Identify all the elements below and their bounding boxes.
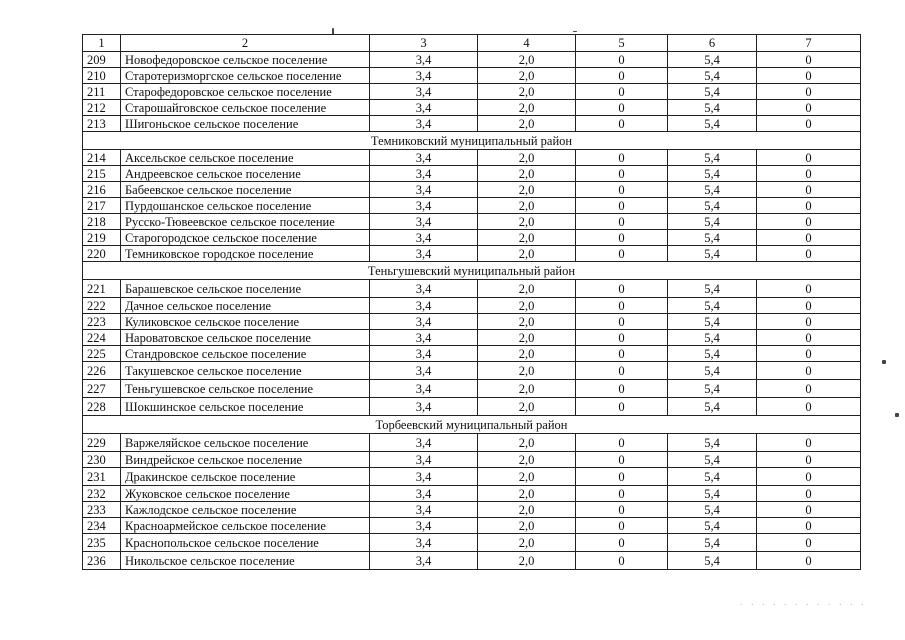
row-number: 233 [83, 502, 121, 518]
settlement-name: Новофедоровское сельское поселение [121, 52, 370, 68]
value-col4: 2,0 [478, 68, 576, 84]
settlement-name: Дракинское сельское поселение [121, 468, 370, 486]
row-number: 225 [83, 346, 121, 362]
table-row [83, 552, 861, 570]
row-number: 232 [83, 486, 121, 502]
table-row [83, 298, 861, 314]
value-col6: 5,4 [668, 468, 757, 486]
value-col3: 3,4 [370, 150, 478, 166]
value-col3: 3,4 [370, 68, 478, 84]
value-col6: 5,4 [668, 182, 757, 198]
value-col5: 0 [576, 362, 668, 380]
row-number: 221 [83, 280, 121, 298]
value-col7: 0 [757, 150, 861, 166]
value-col4: 2,0 [478, 150, 576, 166]
value-col5: 0 [576, 330, 668, 346]
settlement-name: Старотеризморгское сельское поселение [121, 68, 370, 84]
value-col5: 0 [576, 182, 668, 198]
column-header: 1 [83, 35, 121, 52]
settlement-name: Никольское сельское поселение [121, 552, 370, 570]
value-col3: 3,4 [370, 166, 478, 182]
value-col4: 2,0 [478, 330, 576, 346]
row-number: 213 [83, 116, 121, 132]
value-col3: 3,4 [370, 330, 478, 346]
row-number: 228 [83, 398, 121, 416]
value-col7: 0 [757, 100, 861, 116]
value-col6: 5,4 [668, 214, 757, 230]
value-col4: 2,0 [478, 434, 576, 452]
table-body [83, 35, 861, 570]
value-col7: 0 [757, 398, 861, 416]
value-col3: 3,4 [370, 398, 478, 416]
row-number: 210 [83, 68, 121, 84]
value-col5: 0 [576, 84, 668, 100]
value-col5: 0 [576, 398, 668, 416]
value-col7: 0 [757, 214, 861, 230]
value-col4: 2,0 [478, 552, 576, 570]
value-col5: 0 [576, 116, 668, 132]
settlement-name: Андреевское сельское поселение [121, 166, 370, 182]
settlement-name: Варжеляйское сельское поселение [121, 434, 370, 452]
settlement-name: Куликовское сельское поселение [121, 314, 370, 330]
value-col4: 2,0 [478, 116, 576, 132]
value-col3: 3,4 [370, 246, 478, 262]
scan-mark [573, 31, 577, 32]
settlement-name: Кажлодское сельское поселение [121, 502, 370, 518]
value-col7: 0 [757, 434, 861, 452]
value-col6: 5,4 [668, 298, 757, 314]
value-col4: 2,0 [478, 182, 576, 198]
table-row [83, 434, 861, 452]
row-number: 223 [83, 314, 121, 330]
column-header: 4 [478, 35, 576, 52]
value-col7: 0 [757, 116, 861, 132]
value-col3: 3,4 [370, 100, 478, 116]
value-col6: 5,4 [668, 380, 757, 398]
table-row [83, 518, 861, 534]
settlement-name: Дачное сельское поселение [121, 298, 370, 314]
value-col5: 0 [576, 452, 668, 468]
value-col5: 0 [576, 230, 668, 246]
district-title: Теньгушевский муниципальный район [83, 262, 861, 280]
table-row [83, 314, 861, 330]
value-col6: 5,4 [668, 68, 757, 84]
value-col3: 3,4 [370, 52, 478, 68]
row-number: 226 [83, 362, 121, 380]
row-number: 236 [83, 552, 121, 570]
table-row [83, 398, 861, 416]
row-number: 218 [83, 214, 121, 230]
scan-dots: . . . . . . . . . . . . [740, 597, 867, 608]
value-col4: 2,0 [478, 452, 576, 468]
settlement-name: Виндрейское сельское поселение [121, 452, 370, 468]
settlement-name: Нароватовское сельское поселение [121, 330, 370, 346]
value-col6: 5,4 [668, 100, 757, 116]
table-row [83, 52, 861, 68]
value-col3: 3,4 [370, 280, 478, 298]
settlement-name: Бабеевское сельское поселение [121, 182, 370, 198]
value-col5: 0 [576, 298, 668, 314]
value-col4: 2,0 [478, 468, 576, 486]
value-col7: 0 [757, 380, 861, 398]
value-col6: 5,4 [668, 518, 757, 534]
value-col7: 0 [757, 314, 861, 330]
value-col3: 3,4 [370, 214, 478, 230]
column-header: 2 [121, 35, 370, 52]
value-col6: 5,4 [668, 230, 757, 246]
settlement-name: Темниковское городское поселение [121, 246, 370, 262]
value-col7: 0 [757, 280, 861, 298]
value-col3: 3,4 [370, 380, 478, 398]
table-row [83, 198, 861, 214]
value-col3: 3,4 [370, 198, 478, 214]
value-col4: 2,0 [478, 502, 576, 518]
settlement-name: Стандровское сельское поселение [121, 346, 370, 362]
value-col4: 2,0 [478, 100, 576, 116]
row-number: 234 [83, 518, 121, 534]
row-number: 215 [83, 166, 121, 182]
value-col4: 2,0 [478, 314, 576, 330]
value-col3: 3,4 [370, 434, 478, 452]
value-col3: 3,4 [370, 298, 478, 314]
value-col5: 0 [576, 486, 668, 502]
row-number: 222 [83, 298, 121, 314]
district-section-row [83, 262, 861, 280]
scan-mark [895, 413, 899, 417]
value-col7: 0 [757, 330, 861, 346]
table-row [83, 330, 861, 346]
settlement-name: Старофедоровское сельское поселение [121, 84, 370, 100]
value-col7: 0 [757, 166, 861, 182]
row-number: 227 [83, 380, 121, 398]
settlement-name: Старогородское сельское поселение [121, 230, 370, 246]
value-col6: 5,4 [668, 534, 757, 552]
table-row [83, 502, 861, 518]
table-row [83, 84, 861, 100]
value-col7: 0 [757, 502, 861, 518]
value-col3: 3,4 [370, 314, 478, 330]
table-row [83, 150, 861, 166]
row-number: 220 [83, 246, 121, 262]
value-col6: 5,4 [668, 116, 757, 132]
row-number: 219 [83, 230, 121, 246]
value-col4: 2,0 [478, 362, 576, 380]
value-col4: 2,0 [478, 166, 576, 182]
table-row [83, 230, 861, 246]
value-col5: 0 [576, 214, 668, 230]
value-col3: 3,4 [370, 518, 478, 534]
value-col5: 0 [576, 246, 668, 262]
value-col6: 5,4 [668, 150, 757, 166]
value-col4: 2,0 [478, 398, 576, 416]
row-number: 231 [83, 468, 121, 486]
row-number: 229 [83, 434, 121, 452]
value-col4: 2,0 [478, 486, 576, 502]
table-row [83, 362, 861, 380]
settlement-name: Шокшинское сельское поселение [121, 398, 370, 416]
column-number-row [83, 35, 861, 52]
row-number: 216 [83, 182, 121, 198]
value-col5: 0 [576, 552, 668, 570]
table-row [83, 246, 861, 262]
value-col5: 0 [576, 314, 668, 330]
table-row [83, 380, 861, 398]
value-col3: 3,4 [370, 452, 478, 468]
value-col5: 0 [576, 52, 668, 68]
value-col7: 0 [757, 52, 861, 68]
value-col4: 2,0 [478, 280, 576, 298]
table-row [83, 280, 861, 298]
value-col4: 2,0 [478, 214, 576, 230]
table-row [83, 452, 861, 468]
value-col7: 0 [757, 68, 861, 84]
value-col6: 5,4 [668, 314, 757, 330]
value-col3: 3,4 [370, 346, 478, 362]
value-col7: 0 [757, 362, 861, 380]
district-section-row [83, 132, 861, 150]
table-row [83, 68, 861, 84]
settlement-name: Аксельское сельское поселение [121, 150, 370, 166]
value-col3: 3,4 [370, 230, 478, 246]
scan-mark [882, 360, 886, 364]
row-number: 230 [83, 452, 121, 468]
value-col3: 3,4 [370, 502, 478, 518]
value-col5: 0 [576, 468, 668, 486]
value-col6: 5,4 [668, 198, 757, 214]
value-col6: 5,4 [668, 552, 757, 570]
value-col3: 3,4 [370, 116, 478, 132]
value-col6: 5,4 [668, 280, 757, 298]
value-col5: 0 [576, 346, 668, 362]
column-header: 3 [370, 35, 478, 52]
value-col7: 0 [757, 298, 861, 314]
row-number: 209 [83, 52, 121, 68]
value-col6: 5,4 [668, 434, 757, 452]
value-col7: 0 [757, 346, 861, 362]
value-col6: 5,4 [668, 246, 757, 262]
district-title: Торбеевский муниципальный район [83, 416, 861, 434]
value-col6: 5,4 [668, 330, 757, 346]
table-row [83, 166, 861, 182]
value-col7: 0 [757, 230, 861, 246]
value-col5: 0 [576, 434, 668, 452]
value-col5: 0 [576, 502, 668, 518]
settlement-name: Жуковское сельское поселение [121, 486, 370, 502]
value-col6: 5,4 [668, 346, 757, 362]
table-row [83, 182, 861, 198]
row-number: 214 [83, 150, 121, 166]
district-title: Темниковский муниципальный район [83, 132, 861, 150]
value-col3: 3,4 [370, 182, 478, 198]
table-row [83, 534, 861, 552]
settlement-name: Такушевское сельское поселение [121, 362, 370, 380]
table-row [83, 100, 861, 116]
value-col7: 0 [757, 534, 861, 552]
value-col5: 0 [576, 280, 668, 298]
value-col7: 0 [757, 84, 861, 100]
value-col4: 2,0 [478, 380, 576, 398]
value-col7: 0 [757, 246, 861, 262]
table-row [83, 214, 861, 230]
value-col5: 0 [576, 380, 668, 398]
table-row [83, 346, 861, 362]
value-col4: 2,0 [478, 84, 576, 100]
value-col4: 2,0 [478, 298, 576, 314]
table-row [83, 116, 861, 132]
table-row [83, 486, 861, 502]
value-col5: 0 [576, 518, 668, 534]
settlement-name: Краснопольское сельское поселение [121, 534, 370, 552]
row-number: 212 [83, 100, 121, 116]
value-col3: 3,4 [370, 486, 478, 502]
value-col6: 5,4 [668, 166, 757, 182]
value-col6: 5,4 [668, 362, 757, 380]
value-col6: 5,4 [668, 52, 757, 68]
column-header: 5 [576, 35, 668, 52]
value-col4: 2,0 [478, 246, 576, 262]
row-number: 211 [83, 84, 121, 100]
settlements-table [82, 34, 861, 570]
value-col4: 2,0 [478, 518, 576, 534]
value-col6: 5,4 [668, 486, 757, 502]
settlement-name: Русско-Тювеевское сельское поселение [121, 214, 370, 230]
settlement-name: Барашевское сельское поселение [121, 280, 370, 298]
district-section-row [83, 416, 861, 434]
table-row [83, 468, 861, 486]
value-col5: 0 [576, 68, 668, 84]
value-col4: 2,0 [478, 346, 576, 362]
settlement-name: Шигоньское сельское поселение [121, 116, 370, 132]
value-col6: 5,4 [668, 452, 757, 468]
value-col4: 2,0 [478, 230, 576, 246]
value-col3: 3,4 [370, 552, 478, 570]
value-col7: 0 [757, 486, 861, 502]
value-col7: 0 [757, 552, 861, 570]
settlement-name: Старошайговское сельское поселение [121, 100, 370, 116]
settlement-name: Теньгушевское сельское поселение [121, 380, 370, 398]
value-col3: 3,4 [370, 534, 478, 552]
value-col4: 2,0 [478, 534, 576, 552]
value-col3: 3,4 [370, 84, 478, 100]
value-col5: 0 [576, 198, 668, 214]
value-col6: 5,4 [668, 502, 757, 518]
value-col4: 2,0 [478, 198, 576, 214]
row-number: 217 [83, 198, 121, 214]
column-header: 6 [668, 35, 757, 52]
value-col5: 0 [576, 166, 668, 182]
value-col7: 0 [757, 182, 861, 198]
row-number: 235 [83, 534, 121, 552]
value-col7: 0 [757, 518, 861, 534]
settlement-name: Пурдошанское сельское поселение [121, 198, 370, 214]
value-col6: 5,4 [668, 84, 757, 100]
value-col6: 5,4 [668, 398, 757, 416]
value-col7: 0 [757, 468, 861, 486]
value-col7: 0 [757, 452, 861, 468]
value-col4: 2,0 [478, 52, 576, 68]
row-number: 224 [83, 330, 121, 346]
column-header: 7 [757, 35, 861, 52]
value-col3: 3,4 [370, 468, 478, 486]
value-col7: 0 [757, 198, 861, 214]
value-col3: 3,4 [370, 362, 478, 380]
value-col5: 0 [576, 534, 668, 552]
settlement-name: Красноармейское сельское поселение [121, 518, 370, 534]
value-col5: 0 [576, 150, 668, 166]
value-col5: 0 [576, 100, 668, 116]
